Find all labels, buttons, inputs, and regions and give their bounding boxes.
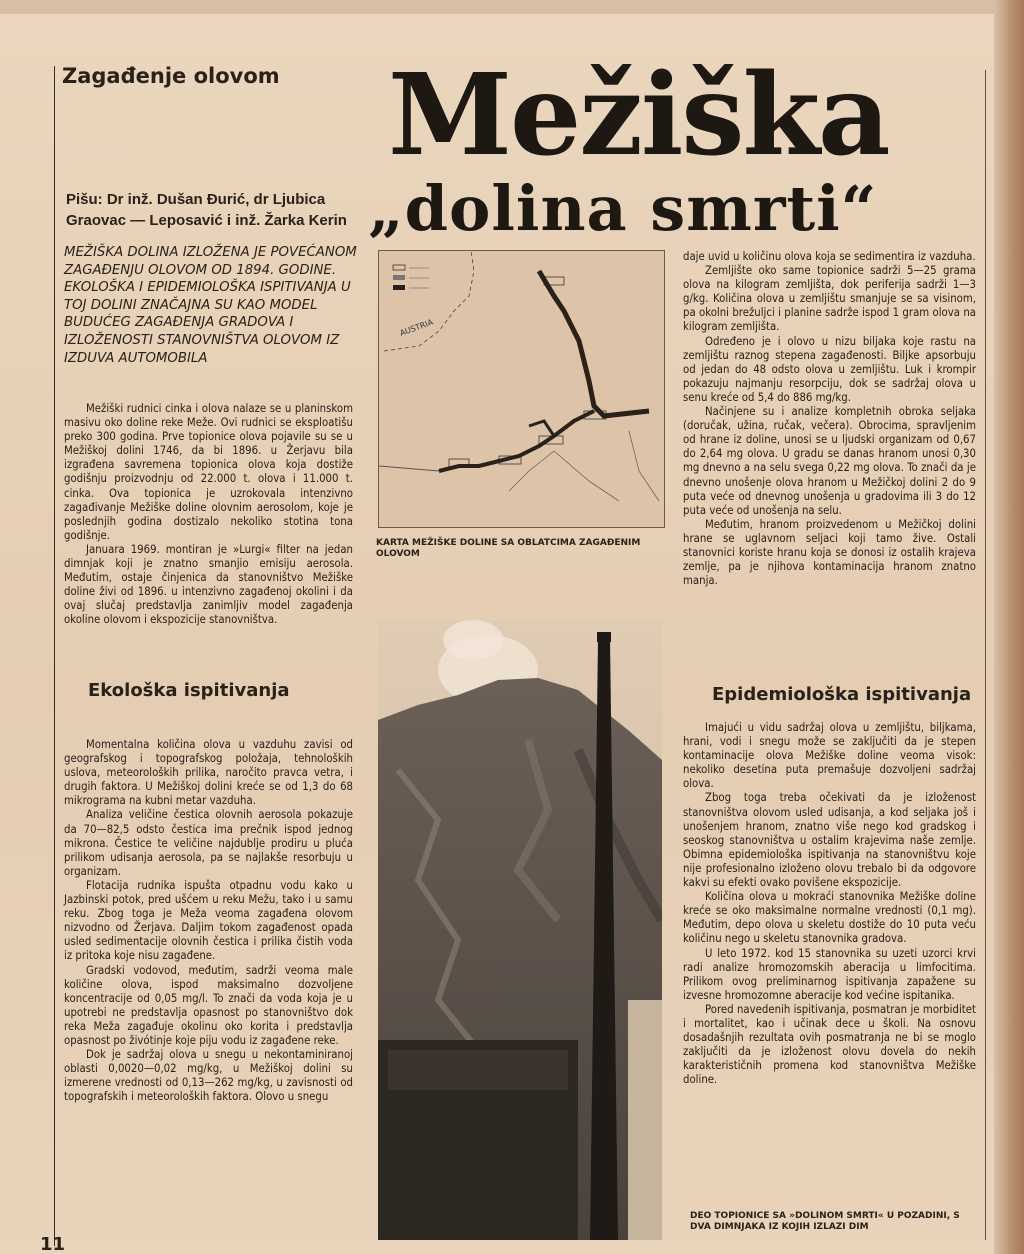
map-caption: KARTA MEŽIŠKE DOLINE SA OBLATCIMA ZAGAĐENIM OLOVOM [376,538,641,559]
paragraph: Pored navedenih ispitivanja, posmatran je morbiditet i mortalitet, kao i učinak dece u školi. Na osnovu dosadašnjih rezultata ovih posmatranja ne bi se moglo zaključiti da je izloženost olovu dovela do nekih karakterističnih promena kod stanovništva Mežiške doline. [683,1002,976,1087]
headline-line-1: Mežiška [388,50,889,181]
paragraph: Flotacija rudnika ispušta otpadnu vodu kako u Jazbinski potok, pred ušćem u reku Mežu, tako i u samu reku. Zbog toga je Meža veoma zagađena olovom nizvodno od Žerjava. Daljim tokom zagađenost opada usled sedimentacije olovnih čestica i prilika čistih voda iz pritoka koje nisu zagađene. [64,878,353,963]
right-column-rule [985,70,986,1240]
photo-caption: DEO TOPIONICE SA »DOLINOM SMRTI« U POZADINI, S DVA DIMNJAKA IZ KOJIH IZLAZI DIM [690,1211,960,1232]
byline: Pišu: Dr inž. Dušan Đurić, dr Ljubica Graovac — Leposavić i inž. Žarka Kerin [66,191,347,229]
map-drawing [379,251,666,529]
page-binding-edge [994,0,1024,1254]
photo-drawing [378,620,662,1240]
paragraph: Određeno je i olovo u nizu biljaka koje rastu na zemljištu raznog stepena zagađenosti. Biljke apsorbuju od jedan do 48 odsto olova u zemljištu. Luk i krompir pokazuju najmanju resorpciju, dok se sadržaj olova u senu kreće od 5,4 do 886 mg/kg. [683,334,976,404]
paragraph: Imajući u vidu sadržaj olova u zemljištu, biljkama, hrani, vodi i snegu može se zaključiti da je stepen kontaminacije olova Mežiške doline veoma visok: nekoliko desetina puta premašuje dozvoljeni sadržaj olova. [683,721,976,791]
smelter-photo [378,620,662,1240]
column-1-intro [64,402,353,628]
page-top-edge [0,0,1024,14]
column-3-epidemiology [683,721,976,1087]
headline [368,50,984,245]
lead-paragraph: MEŽIŠKA DOLINA IZLOŽENA JE POVEĆANOM ZAGAĐENJU OLOVOM OD 1894. GODINE. EKOLOŠKA I EPIDEMIOLOŠKA ISPITIVANJA U TOJ DOLINI ZNAČAJNA SU KAO MODEL BUDUĆEG ZAGAĐENJA GRADOVA I IZLOŽENOSTI STANOVNIŠTVA OLOVOM IZ IZDUVA AUTOMOBILA [64,245,357,366]
paragraph: Međutim, hranom proizvedenom u Mežičkoj dolini hrane se uglavnom seljaci koji tamo žive. Ostali stanovnici koriste hranu koja se donosi iz ostalih krajeva zemlje, pa je njihova kontaminacija hranom znatno manja. [683,517,976,588]
map-label-austria: AUSTRIA [398,317,435,338]
column-1-ecology [64,738,353,1104]
section-kicker: Zagađenje olovom [62,64,280,88]
paragraph: Momentalna količina olova u vazduhu zavisi od geografskog i topografskog položaja, tehnoloških uslova, meteoroloških prilika, naročito pravca vetra, i drugih faktora. U Mežiškoj dolini kreće se od 1,3 do 68 mikrograma na kubni metar vazduha. [64,738,353,808]
page-number: 11 [40,1234,66,1254]
paragraph: Zbog toga treba očekivati da je izloženost stanovništva olovom usled udisanja, a kod seljaka još i unošenjem hranom, znatno više nego kod gradskog i seoskog stanovništva u ostalim krajevima naše zemlje. Obimna epidemiološka ispitivanja na stanovništvu koje nije profesionalno izloženo olovu trebalo bi da odgovore kakvi su efekti ovako povišene ekspozicije. [683,791,976,890]
subhead-epidemiology: Epidemiološka ispitivanja [712,684,972,705]
subhead-ecology: Ekološka ispitivanja [88,680,290,701]
paragraph: Analiza veličine čestica olovnih aerosola pokazuje da 70—82,5 odsto čestica ima prečnik ispod jednog mikrona. Čestice te veličine najdublje prodiru u pluća prilikom udisanja aerosola, pa se najlakše resorbuju u organizam. [64,808,353,878]
paragraph: Dok je sadržaj olova u snegu u nekontaminiranoj oblasti 0,0020—0,02 mg/kg, u Mežiškoj dolini su izmerene vrednosti od 0,13—262 mg/kg, u zavisnosti od topografskih i meteoroloških faktora. Olovo u snegu [64,1048,353,1104]
valley-map [378,250,665,528]
paragraph: U leto 1972. kod 15 stanovnika su uzeti uzorci krvi radi analize hromozomskih aberacija u limfocitima. Prilikom ovog preliminarnog ispitivanja zapažene su izvesne hromozomne aberacije kod većine ispitanika. [683,946,976,1002]
paragraph: Načinjene su i analize kompletnih obroka seljaka (doručak, užina, ručak, večera). Obrocima, spravljenim od hrane iz doline, unosi se u ljudski organizam od 0,67 do 2,64 mg olova. U gradu se danas hranom unosi 0,30 mg dnevno a na selu svega 0,22 mg olova. To znači da je dnevno unošenje olova hranom u Mežičkoj dolini 2 do 9 puta veće od dnevnog unošenja u gradovima ili 3 do 12 puta veće od unošenja na selu. [683,405,976,517]
paragraph: daje uvid u količinu olova koja se sedimentira iz vazduha. [683,250,976,263]
paragraph: Mežiški rudnici cinka i olova nalaze se u planinskom masivu oko doline reke Meže. Ovi rudnici se eksploatišu preko 300 godina. Prve topionice olova pojavile su se u Mežiškoj dolini 1746, da bi 1896. u Žerjavu bila izgrađena savremena topionica olova koja dostiže godišnju proizvodnju od 22.000 t. olova i 11.000 t. cinka. Ova topionica je uzrokovala intenzivno zagađivanje Mežiške doline olovnim aerosolom, koje je poslednjih godina dostizalo nekoliko stotina tona godišnje. [64,402,353,542]
paragraph: Zemljište oko same topionice sadrži 5—25 grama olova na kilogram zemljišta, dok periferija sadrži 1—3 g/kg. Količina olova u zemljištu smanjuje se sa visinom, pa okolni brežuljci i planine sadrže ispod 1 gram olova na kilogram zemljišta. [683,264,976,334]
paragraph: Januara 1969. montiran je »Lurgi« filter na jedan dimnjak koji je znatno smanjio emisiju aerosola. Međutim, ostaje činjenica da stanovništvo Mežiške doline živi od 1896. u intenzivno zagađenoj okolini i da ovaj slučaj predstavlja zanimljiv model zagađenja okoline olovom i ekspozicije stanovništva. [64,542,353,627]
paragraph: Gradski vodovod, međutim, sadrži veoma male količine olova, ispod maksimalno dozvoljene koncentracije od 0,05 mg/l. To znači da voda koja je u upotrebi ne predstavlja opasnost po stanovništvo dok reka Meža zagađuje okolinu oko korita i predstavlja opasnost po živótinje koje piju vodu iz zagađene reke. [64,963,353,1047]
column-3-top [683,250,976,588]
headline-line-2: „dolina smrti“ [368,172,878,245]
paragraph: Količina olova u mokraći stanovnika Mežiške doline kreće se oko maksimalne normalne vrednosti (0,1 mg). Međutim, depo olova u skeletu dostiže do 10 puta veću količinu nego u skeletu stanovnika gradova. [683,890,976,946]
left-column-rule [54,66,55,1246]
